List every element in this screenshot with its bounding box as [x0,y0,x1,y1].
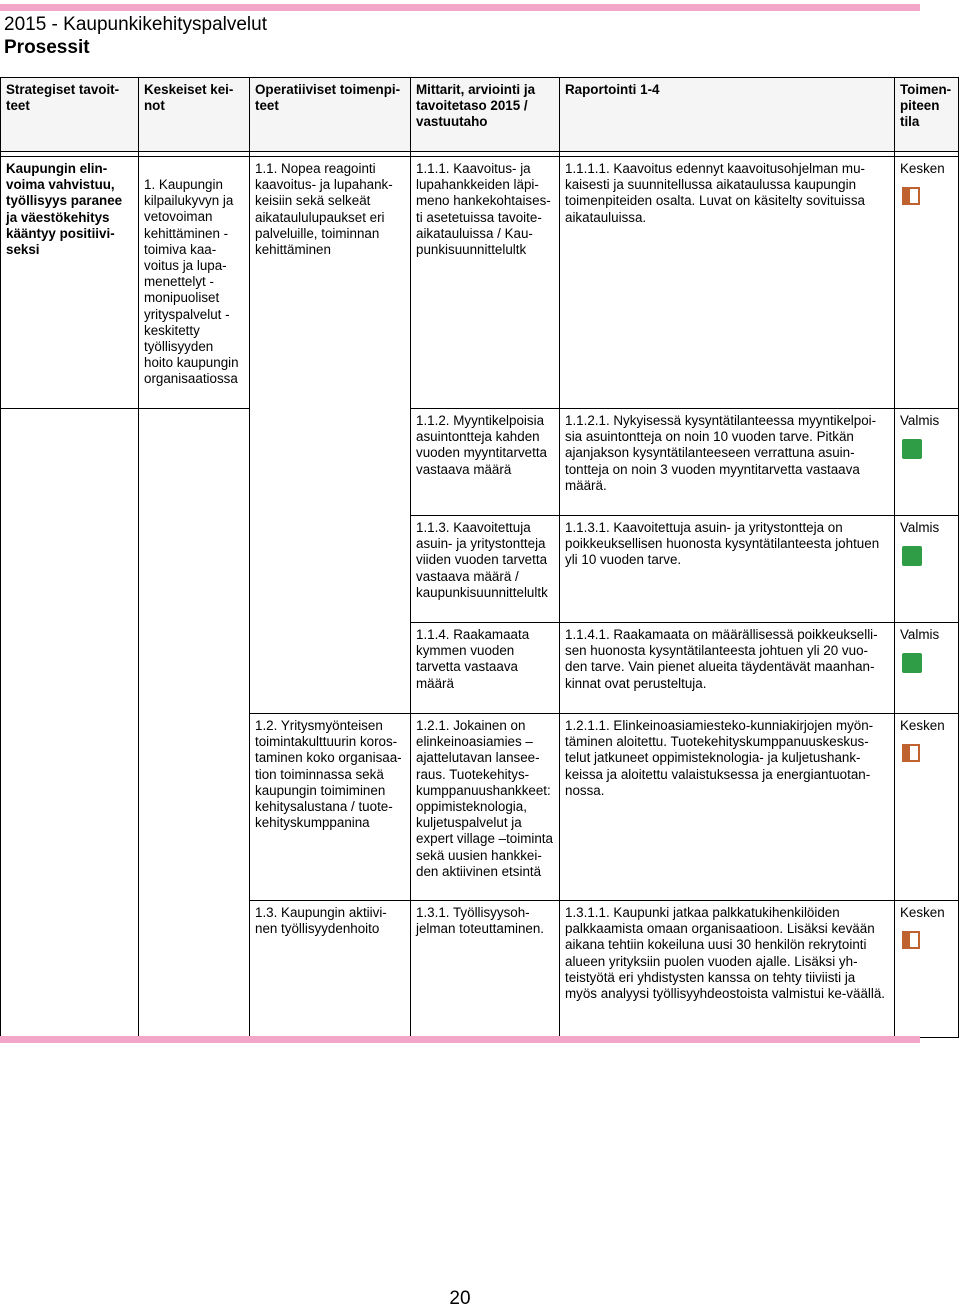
table-row [1,623,959,714]
strategic-goal-cell-empty [1,714,139,901]
key-means-cell-empty [139,516,250,623]
done-icon [902,439,922,459]
column-header: Raportointi 1-4 [560,78,895,152]
document-title: 2015 - Kaupunkikehityspalvelut [4,14,268,35]
status-label: Kesken [900,161,945,176]
column-header: Strategiset tavoit-teet [1,78,139,152]
column-header: Toimen-piteen tila [895,78,959,152]
status-cell [895,623,959,714]
status-cell [895,714,959,901]
table-header-row [1,78,959,152]
done-icon [902,546,922,566]
strategic-goal-cell-empty [1,623,139,714]
report-cell: 1.1.3.1. Kaavoitettuja asuin- ja yritystontteja on poikkeuksellisen huonosta kysyntätilanteesta johtuen yli 10 vuoden tarve. [560,516,895,623]
report-cell: 1.1.4.1. Raakamaata on määrällisessä poikkeukselli-sen huonosta kysyntätilanteesta johtuen yli 20 vuo-den tarve. Vain pienet alueita täydentävät maanhan-kinnat ovat perusteltuja. [560,623,895,714]
key-means-cell-empty [139,409,250,516]
page-number: 20 [449,1288,471,1309]
status-label: Kesken [900,718,945,733]
strategic-goal-cell-empty [1,409,139,516]
metric-cell: 1.1.4. Raakamaata kymmen vuoden tarvetta vastaava määrä [411,623,560,714]
status-label: Valmis [900,413,940,428]
report-cell: 1.1.1.1. Kaavoitus edennyt kaavoitusohjelman mu-kaisesti ja suunnitellussa aikataulussa kaupungin toimenpiteiden osalta. Luvat on käsitelty sovituissa aikatauluissa. [560,157,895,409]
report-cell: 1.1.2.1. Nykyisessä kysyntätilanteessa myyntikelpoi-sia asuintontteja on noin 10 vuoden tarve. Pitkän ajanjakson kysyntätilanteeseen verrattuna asuin-tontteja on noin 3 vuoden myyntitarvetta vastaava määrä. [560,409,895,516]
table-row [1,157,959,409]
operative-action-cell-empty [250,516,411,623]
key-means-cell: 1. Kaupungin kilpailukyvyn ja vetovoiman kehittäminen - toimiva kaa-voitus ja lupa-menettelyt - monipuoliset yrityspalvelut - keskitetty työllisyyden hoito kaupungin organisaatiossa [139,157,250,409]
status-cell [895,409,959,516]
operative-action-cell: 1.2. Yritysmyönteisen toimintakulttuurin koros-taminen koko organisaa-tion toiminnassa sekä kaupungin toimiminen kehitysalustana / tuote-kehityskumppanina [250,714,411,901]
report-cell: 1.2.1.1. Elinkeinoasiamiesteko-kunniakirjojen myön-täminen aloitettu. Tuotekehityskumppanuuskeskus-telut jatkuneet oppimisteknologia- ja kuljetushank-keissa ja aloitettu valaistuksessa ja energiantuotan-nossa. [560,714,895,901]
key-means-cell-empty [139,901,250,1038]
status-label: Valmis [900,520,940,535]
report-cell: 1.3.1.1. Kaupunki jatkaa palkkatukihenkilöiden palkkaamista omaan organisaatioon. Lisäksi kevään aikana tehtiin kokeiluna uusi 30 henkilön rekrytointi alueen yrityksiin puolen vuoden ajalle. Lisäksi yh-teistyötä eri yhdistysten kanssa on tehty tiiviisti ja myös analyysi työllisyyhdeostoista valmistui ke-väällä. [560,901,895,1038]
top-decorative-bar [0,4,920,11]
strategic-goal-cell: Kaupungin elin-voima vahvistuu, työllisyys paranee ja väestökehitys kääntyy positiivi-seksi [1,157,139,409]
operative-action-cell-empty [250,623,411,714]
status-label: Kesken [900,905,945,920]
operative-action-cell: 1.3. Kaupungin aktiivi-nen työllisyydenhoito [250,901,411,1038]
in-progress-icon [902,187,920,205]
column-header: Mittarit, arviointi ja tavoitetaso 2015 / vastuutaho [411,78,560,152]
metric-cell: 1.1.3. Kaavoitettuja asuin- ja yritystontteja viiden vuoden tarvetta vastaava määrä / kaupunkisuunnittelultk [411,516,560,623]
operative-action-cell: 1.1. Nopea reagointi kaavoitus- ja lupahank-keisiin sekä selkeät aikataululupaukset eri palveluille, toiminnan kehittäminen [250,157,411,409]
bottom-decorative-bar [0,1036,920,1043]
strategic-goal-cell-empty [1,901,139,1038]
metric-cell: 1.2.1. Jokainen on elinkeinoasiamies – ajattelutavan lansee-raus. Tuotekehitys-kumppanuushankkeet: oppimisteknologia, kuljetuspalvelut ja expert village –toiminta sekä uusien hankkei-den aktiivinen etsintä [411,714,560,901]
column-header: Keskeiset kei-not [139,78,250,152]
in-progress-icon [902,744,920,762]
table-row [1,516,959,623]
table-row [1,409,959,516]
key-means-cell-empty [139,714,250,901]
metric-cell: 1.3.1. Työllisyysoh-jelman toteuttaminen. [411,901,560,1038]
strategic-goal-cell-empty [1,516,139,623]
key-means-cell-empty [139,623,250,714]
table-row [1,714,959,901]
in-progress-icon [902,931,920,949]
process-table [0,77,959,1038]
status-cell [895,516,959,623]
status-cell [895,157,959,409]
status-cell [895,901,959,1038]
metric-cell: 1.1.2. Myyntikelpoisia asuintontteja kahden vuoden myyntitarvetta vastaava määrä [411,409,560,516]
done-icon [902,653,922,673]
table-row [1,901,959,1038]
document-subtitle: Prosessit [4,37,90,58]
status-label: Valmis [900,627,940,642]
metric-cell: 1.1.1. Kaavoitus- ja lupahankkeiden läpi-meno hankekohtaises-ti asetetuissa tavoite-aikatauluissa / Kau-punkisuunnittelultk [411,157,560,409]
column-header: Operatiiviset toimenpi-teet [250,78,411,152]
operative-action-cell-empty [250,409,411,516]
